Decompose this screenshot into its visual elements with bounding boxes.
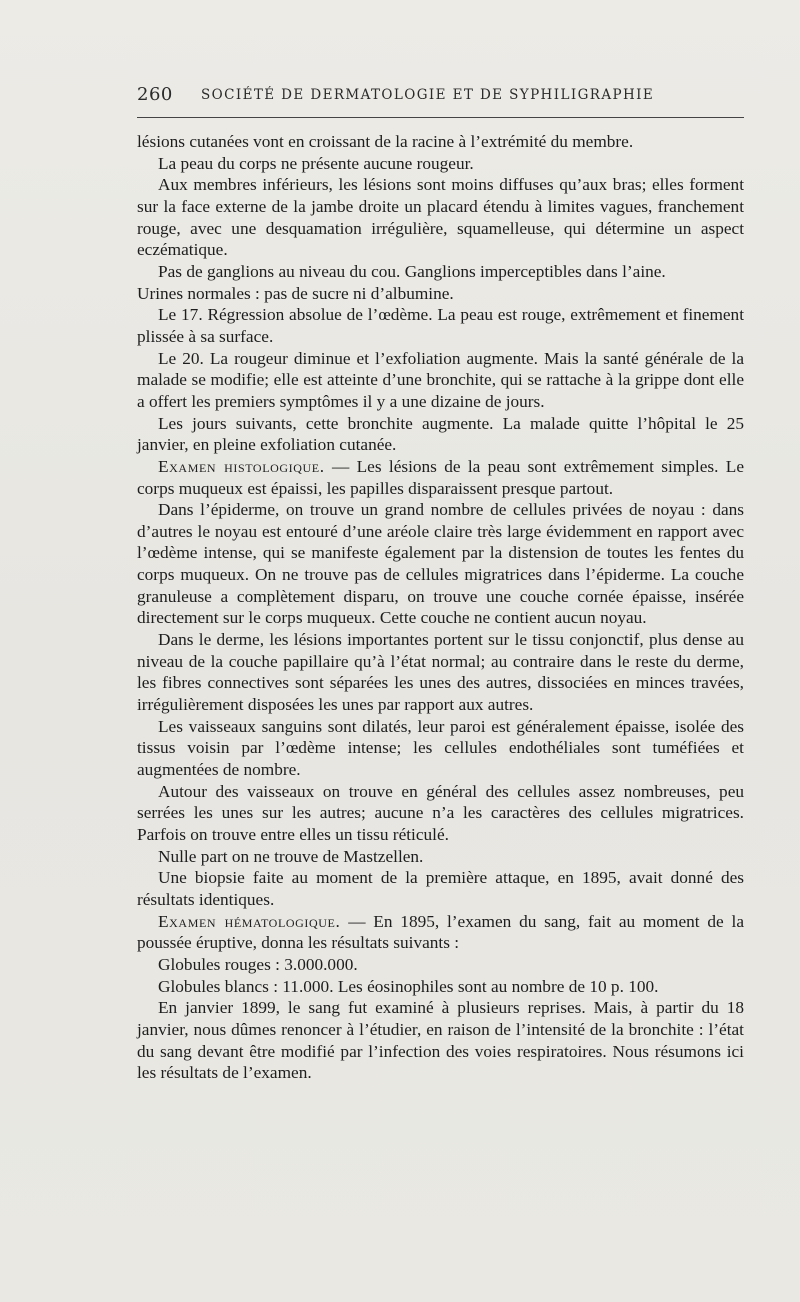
paragraph: Les jours suivants, cette bronchite augmente. La malade quitte l’hôpital le 25 janvier, en pleine exfoliation cutanée. [137, 413, 744, 455]
paragraph: Globules blancs : 11.000. Les éosinophiles sont au nombre de 10 p. 100. [158, 976, 659, 996]
paragraph: Globules rouges : 3.000.000. [158, 954, 358, 974]
paragraph: lésions cutanées vont en croissant de la racine à l’extrémité du membre. [137, 132, 634, 151]
paragraph: Autour des vaisseaux on trouve en général des cellules assez nombreuses, peu serrées les unes sur les autres; aucune n’a les caractères des cellules migratrices. Parfois on trouve entre elles un tissu réticulé. [137, 781, 744, 844]
paragraph: Urines normales : pas de sucre ni d’albumine. [137, 283, 454, 303]
paragraph: Une biopsie faite au moment de la première attaque, en 1895, avait donné des résultats identiques. [137, 868, 744, 909]
paragraph: Le 20. La rougeur diminue et l’exfoliation augmente. Mais la santé générale de la malade se modifie; elle est atteinte d’une bronchite, qui se rattache à la grippe dont elle a offert les premiers symptômes il y a une dizaine de jours. [137, 348, 744, 411]
section-heading-hematology: Examen hématologique. [158, 911, 341, 931]
paragraph: Le 17. Régression absolue de l’œdème. La peau est rouge, extrêmement et finement plissée à sa surface. [137, 305, 744, 346]
paragraph: Pas de ganglions au niveau du cou. Ganglions imperceptibles dans l’aine. [158, 261, 666, 281]
body-text [137, 131, 744, 1084]
section-heading-histology: Examen histologique. [158, 456, 325, 476]
running-title: SOCIÉTÉ DE DERMATOLOGIE ET DE SYPHILIGRAPHIE [201, 87, 655, 103]
paragraph-histology [137, 456, 744, 499]
hematology-text: — En 1895, l’examen du sang, fait au moment de la poussée éruptive, donna les résultats suivants : [137, 911, 744, 953]
paragraph-hematology [137, 911, 744, 954]
histology-text: — Les lésions de la peau sont extrêmement simples. Le corps muqueux est épaissi, les papilles disparaissent presque partout. [137, 456, 744, 498]
paragraph: Dans l’épiderme, on trouve un grand nombre de cellules privées de noyau : dans d’autres le noyau est entouré d’une aréole claire très large évidemment en rapport avec l’œdème intense, qui se manifeste également par la distension de toutes les fentes du corps muqueux. On ne trouve pas de cellules migratrices dans l’épiderme. La couche granuleuse a complètement disparu, on trouve une couche cornée épaisse, insérée directement sur le corps muqueux. Cette couche ne contient aucun noyau. [137, 500, 744, 628]
header-rule [137, 117, 744, 118]
paragraph: La peau du corps ne présente aucune rougeur. [158, 153, 474, 173]
paragraph: Aux membres inférieurs, les lésions sont moins diffuses qu’aux bras; elles forment sur la face externe de la jambe droite un placard étendu à limites vagues, franchement rouge, avec une desquamation irrégulière, squamelleuse, qui détermine un aspect eczématique. [137, 175, 744, 260]
paragraph: Nulle part on ne trouve de Mastzellen. [158, 846, 424, 866]
page-number: 260 [137, 84, 173, 105]
paragraph: En janvier 1899, le sang fut examiné à plusieurs reprises. Mais, à partir du 18 janvier, nous dûmes renoncer à l’étudier, en raison de l’intensité de la bronchite : l’état du sang devant être modifié par l’infection des voies respiratoires. Nous résumons ici les résultats de l’examen. [137, 998, 744, 1083]
paragraph: Les vaisseaux sanguins sont dilatés, leur paroi est généralement épaisse, isolée des tissus voisin par l’œdème intense; les cellules endothéliales sont tuméfiées et augmentées de nombre. [137, 716, 744, 780]
paragraph: Dans le derme, les lésions importantes portent sur le tissu conjonctif, plus dense au niveau de la couche papillaire qu’à l’état normal; au contraire dans le reste du derme, les fibres connectives sont séparées les unes des autres, dissociées en minces travées, irrégulièrement disposées les unes par rapport aux autres. [137, 630, 744, 715]
